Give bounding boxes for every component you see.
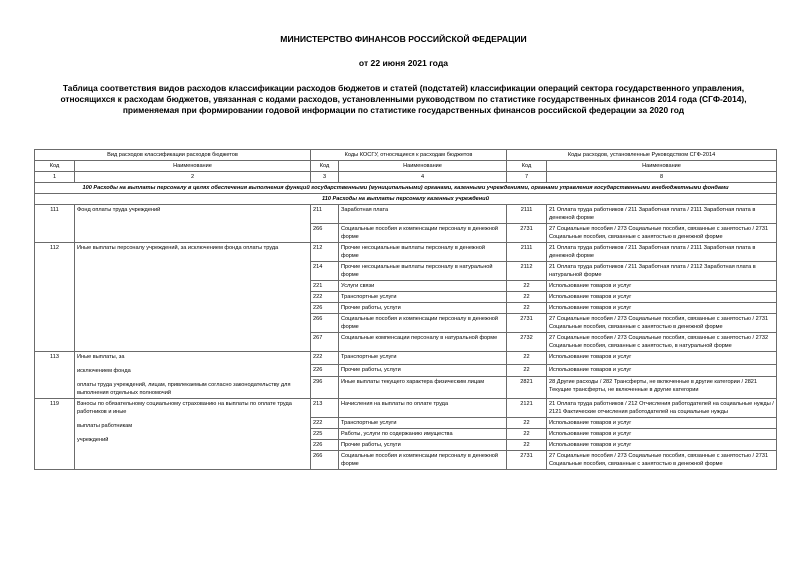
vr-code: 113 (35, 352, 75, 399)
sgf-name: Использование товаров и услуг (547, 352, 777, 365)
kosgu-code: 222 (311, 418, 339, 429)
vr-name (75, 243, 311, 352)
kosgu-name: Прочие работы, услуги (339, 364, 507, 377)
column-header-row (35, 161, 777, 172)
sgf-name: 27 Социальные пособия / 273 Социальные пособия, связанные с занятостью / 2732 Социальные пособия, связанные с занятостью, в натуральной форме (547, 333, 777, 352)
kosgu-name: Начисления на выплаты по оплате труда (339, 399, 507, 418)
sgf-name: Использование товаров и услуг (547, 292, 777, 303)
col-number: 4 (339, 172, 507, 183)
table-row (35, 243, 777, 262)
kosgu-name: Прочие работы, услуги (339, 303, 507, 314)
col-number: 2 (75, 172, 311, 183)
vr-name-line: Взносы по обязательному социальному страхованию на выплаты по оплате труда работников и иные (77, 401, 292, 415)
kosgu-code: 226 (311, 440, 339, 451)
sgf-name: 27 Социальные пособия / 273 Социальные пособия, связанные с занятостью / 2731 Социальные пособия, связанные с занятостью в денежной форме (547, 314, 777, 333)
kosgu-code: 222 (311, 292, 339, 303)
sgf-code: 22 (507, 281, 547, 292)
kosgu-code: 221 (311, 281, 339, 292)
vr-name (75, 205, 311, 243)
vr-code: 112 (35, 243, 75, 352)
kosgu-code: 266 (311, 314, 339, 333)
kosgu-name: Транспортные услуги (339, 352, 507, 365)
document-date: от 22 июня 2021 года (358, 58, 449, 68)
kosgu-code: 225 (311, 429, 339, 440)
section-110: 110 Расходы на выплаты персоналу казенных учреждений (35, 194, 777, 205)
kosgu-name: Транспортные услуги (339, 292, 507, 303)
vr-code: 119 (35, 399, 75, 470)
kosgu-name: Транспортные услуги (339, 418, 507, 429)
vr-code: 111 (35, 205, 75, 243)
sgf-code: 2121 (507, 399, 547, 418)
sgf-name: Использование товаров и услуг (547, 440, 777, 451)
sgf-code: 22 (507, 364, 547, 377)
kosgu-code: 296 (311, 377, 339, 399)
sgf-code: 22 (507, 440, 547, 451)
col-header-code: Код (507, 161, 547, 172)
col-header-name: Наименование (339, 161, 507, 172)
sgf-code: 2731 (507, 314, 547, 333)
sgf-name: 21 Оплата труда работников / 211 Заработная плата / 2111 Заработная плата в денежной форме (547, 243, 777, 262)
section-row (35, 194, 777, 205)
kosgu-name: Социальные компенсации персоналу в натуральной форме (339, 333, 507, 352)
sgf-name: Использование товаров и услуг (547, 281, 777, 292)
kosgu-code: 226 (311, 364, 339, 377)
kosgu-name: Иные выплаты текущего характера физическим лицам (339, 377, 507, 399)
kosgu-code: 267 (311, 333, 339, 352)
vr-name (75, 352, 311, 399)
kosgu-name: Социальные пособия и компенсации персоналу в денежной форме (339, 451, 507, 470)
vr-name-line: оплаты труда учреждений, лицам, привлекаемым согласно законодательству для выполнения отдельных полномочий (77, 382, 291, 396)
kosgu-name: Услуги связи (339, 281, 507, 292)
kosgu-name: Прочие несоциальные выплаты персоналу в денежной форме (339, 243, 507, 262)
sgf-code: 2732 (507, 333, 547, 352)
header-vr: Вид расходов классификации расходов бюджетов (35, 150, 311, 161)
sgf-name: 27 Социальные пособия / 273 Социальные пособия, связанные с занятостью / 2731 Социальные пособия, связанные с занятостью в денежной форме (547, 224, 777, 243)
sgf-name: 21 Оплата труда работников / 212 Отчисления работодателей на социальные нужды / 2121 Фактические отчисления работодателей на социальные нужды (547, 399, 777, 418)
col-header-name: Наименование (75, 161, 311, 172)
table-row (35, 399, 777, 418)
kosgu-code: 213 (311, 399, 339, 418)
section-row (35, 183, 777, 194)
table-body (35, 205, 777, 470)
kosgu-name: Прочие работы, услуги (339, 440, 507, 451)
sgf-code: 2111 (507, 205, 547, 224)
sgf-code: 2731 (507, 451, 547, 470)
header-kosgu: Коды КОСГУ, относящиеся к расходам бюджетов (311, 150, 507, 161)
col-header-code: Код (311, 161, 339, 172)
section-100: 100 Расходы на выплаты персоналу в целях обеспечения выполнения функций государственными (муниципальными) органами, казенными учреждениями, органами управления государственными внебюджетными фондами (35, 183, 777, 194)
sgf-name: Использование товаров и услуг (547, 303, 777, 314)
col-number: 1 (35, 172, 75, 183)
kosgu-code: 266 (311, 451, 339, 470)
kosgu-code: 214 (311, 262, 339, 281)
col-header-name: Наименование (547, 161, 777, 172)
sgf-code: 22 (507, 429, 547, 440)
vr-name-line: выплаты работникам (77, 423, 133, 429)
title-line: относящихся к расходам бюджетов, увязанная с кодами расходов, установленными руководством по статистике государственных финансов 2014 года (СГФ-2014), (60, 94, 747, 105)
kosgu-code: 211 (311, 205, 339, 224)
group-header-row (35, 150, 777, 161)
sgf-name: 21 Оплата труда работников / 211 Заработная плата / 2112 Заработная плата в натуральной форме (547, 262, 777, 281)
vr-name-line: учреждений (77, 437, 109, 443)
sgf-code: 2112 (507, 262, 547, 281)
sgf-code: 2111 (507, 243, 547, 262)
column-number-row (35, 172, 777, 183)
kosgu-name: Социальные пособия и компенсации персоналу в денежной форме (339, 314, 507, 333)
title-line: Таблица соответствия видов расходов классификации расходов бюджетов и статей (подстатей) классификации операций сектора государственного управления, (62, 83, 745, 93)
sgf-code: 2821 (507, 377, 547, 399)
sgf-code: 22 (507, 303, 547, 314)
header-sgf: Коды расходов, установленные Руководством СГФ-2014 (507, 150, 777, 161)
sgf-name: 21 Оплата труда работников / 211 Заработная плата / 2111 Заработная плата в денежной форме (547, 205, 777, 224)
sgf-name: 28 Другие расходы / 282 Трансферты, не включенные в другие категории / 2821 Текущие трансферты, не включенные в другие категории (547, 377, 777, 399)
col-number: 3 (311, 172, 339, 183)
col-number: 8 (547, 172, 777, 183)
vr-name-line: Иные выплаты персоналу учреждений, за исключением фонда оплаты труда (77, 245, 279, 251)
ministry-heading: МИНИСТЕРСТВО ФИНАНСОВ РОССИЙСКОЙ ФЕДЕРАЦИИ (280, 34, 527, 44)
sgf-code: 22 (507, 352, 547, 365)
sgf-code: 22 (507, 418, 547, 429)
table-row (35, 205, 777, 224)
kosgu-name: Работы, услуги по содержанию имущества (339, 429, 507, 440)
kosgu-name: Социальные пособия и компенсации персоналу в денежной форме (339, 224, 507, 243)
kosgu-name: Прочие несоциальные выплаты персоналу в натуральной форме (339, 262, 507, 281)
sgf-name: Использование товаров и услуг (547, 418, 777, 429)
vr-name-line: Иные выплаты, за (77, 354, 125, 360)
sgf-name: Использование товаров и услуг (547, 364, 777, 377)
title-line: применяемая при формировании годовой информации по статистике государственных финансов российской федерации за 2020 год (122, 105, 685, 116)
kosgu-code: 212 (311, 243, 339, 262)
vr-name-line: исключением фонда (77, 368, 131, 374)
sgf-code: 2731 (507, 224, 547, 243)
table-row (35, 352, 777, 365)
sgf-name: Использование товаров и услуг (547, 429, 777, 440)
vr-name-line: Фонд оплаты труда учреждений (77, 207, 161, 213)
col-header-code: Код (35, 161, 75, 172)
document-title (0, 83, 807, 117)
kosgu-name: Заработная плата (339, 205, 507, 224)
vr-name (75, 399, 311, 470)
kosgu-code: 222 (311, 352, 339, 365)
sgf-code: 22 (507, 292, 547, 303)
kosgu-code: 226 (311, 303, 339, 314)
correspondence-table (34, 149, 777, 470)
col-number: 7 (507, 172, 547, 183)
kosgu-code: 266 (311, 224, 339, 243)
sgf-name: 27 Социальные пособия / 273 Социальные пособия, связанные с занятостью / 2731 Социальные пособия, связанные с занятостью в денежной форме (547, 451, 777, 470)
